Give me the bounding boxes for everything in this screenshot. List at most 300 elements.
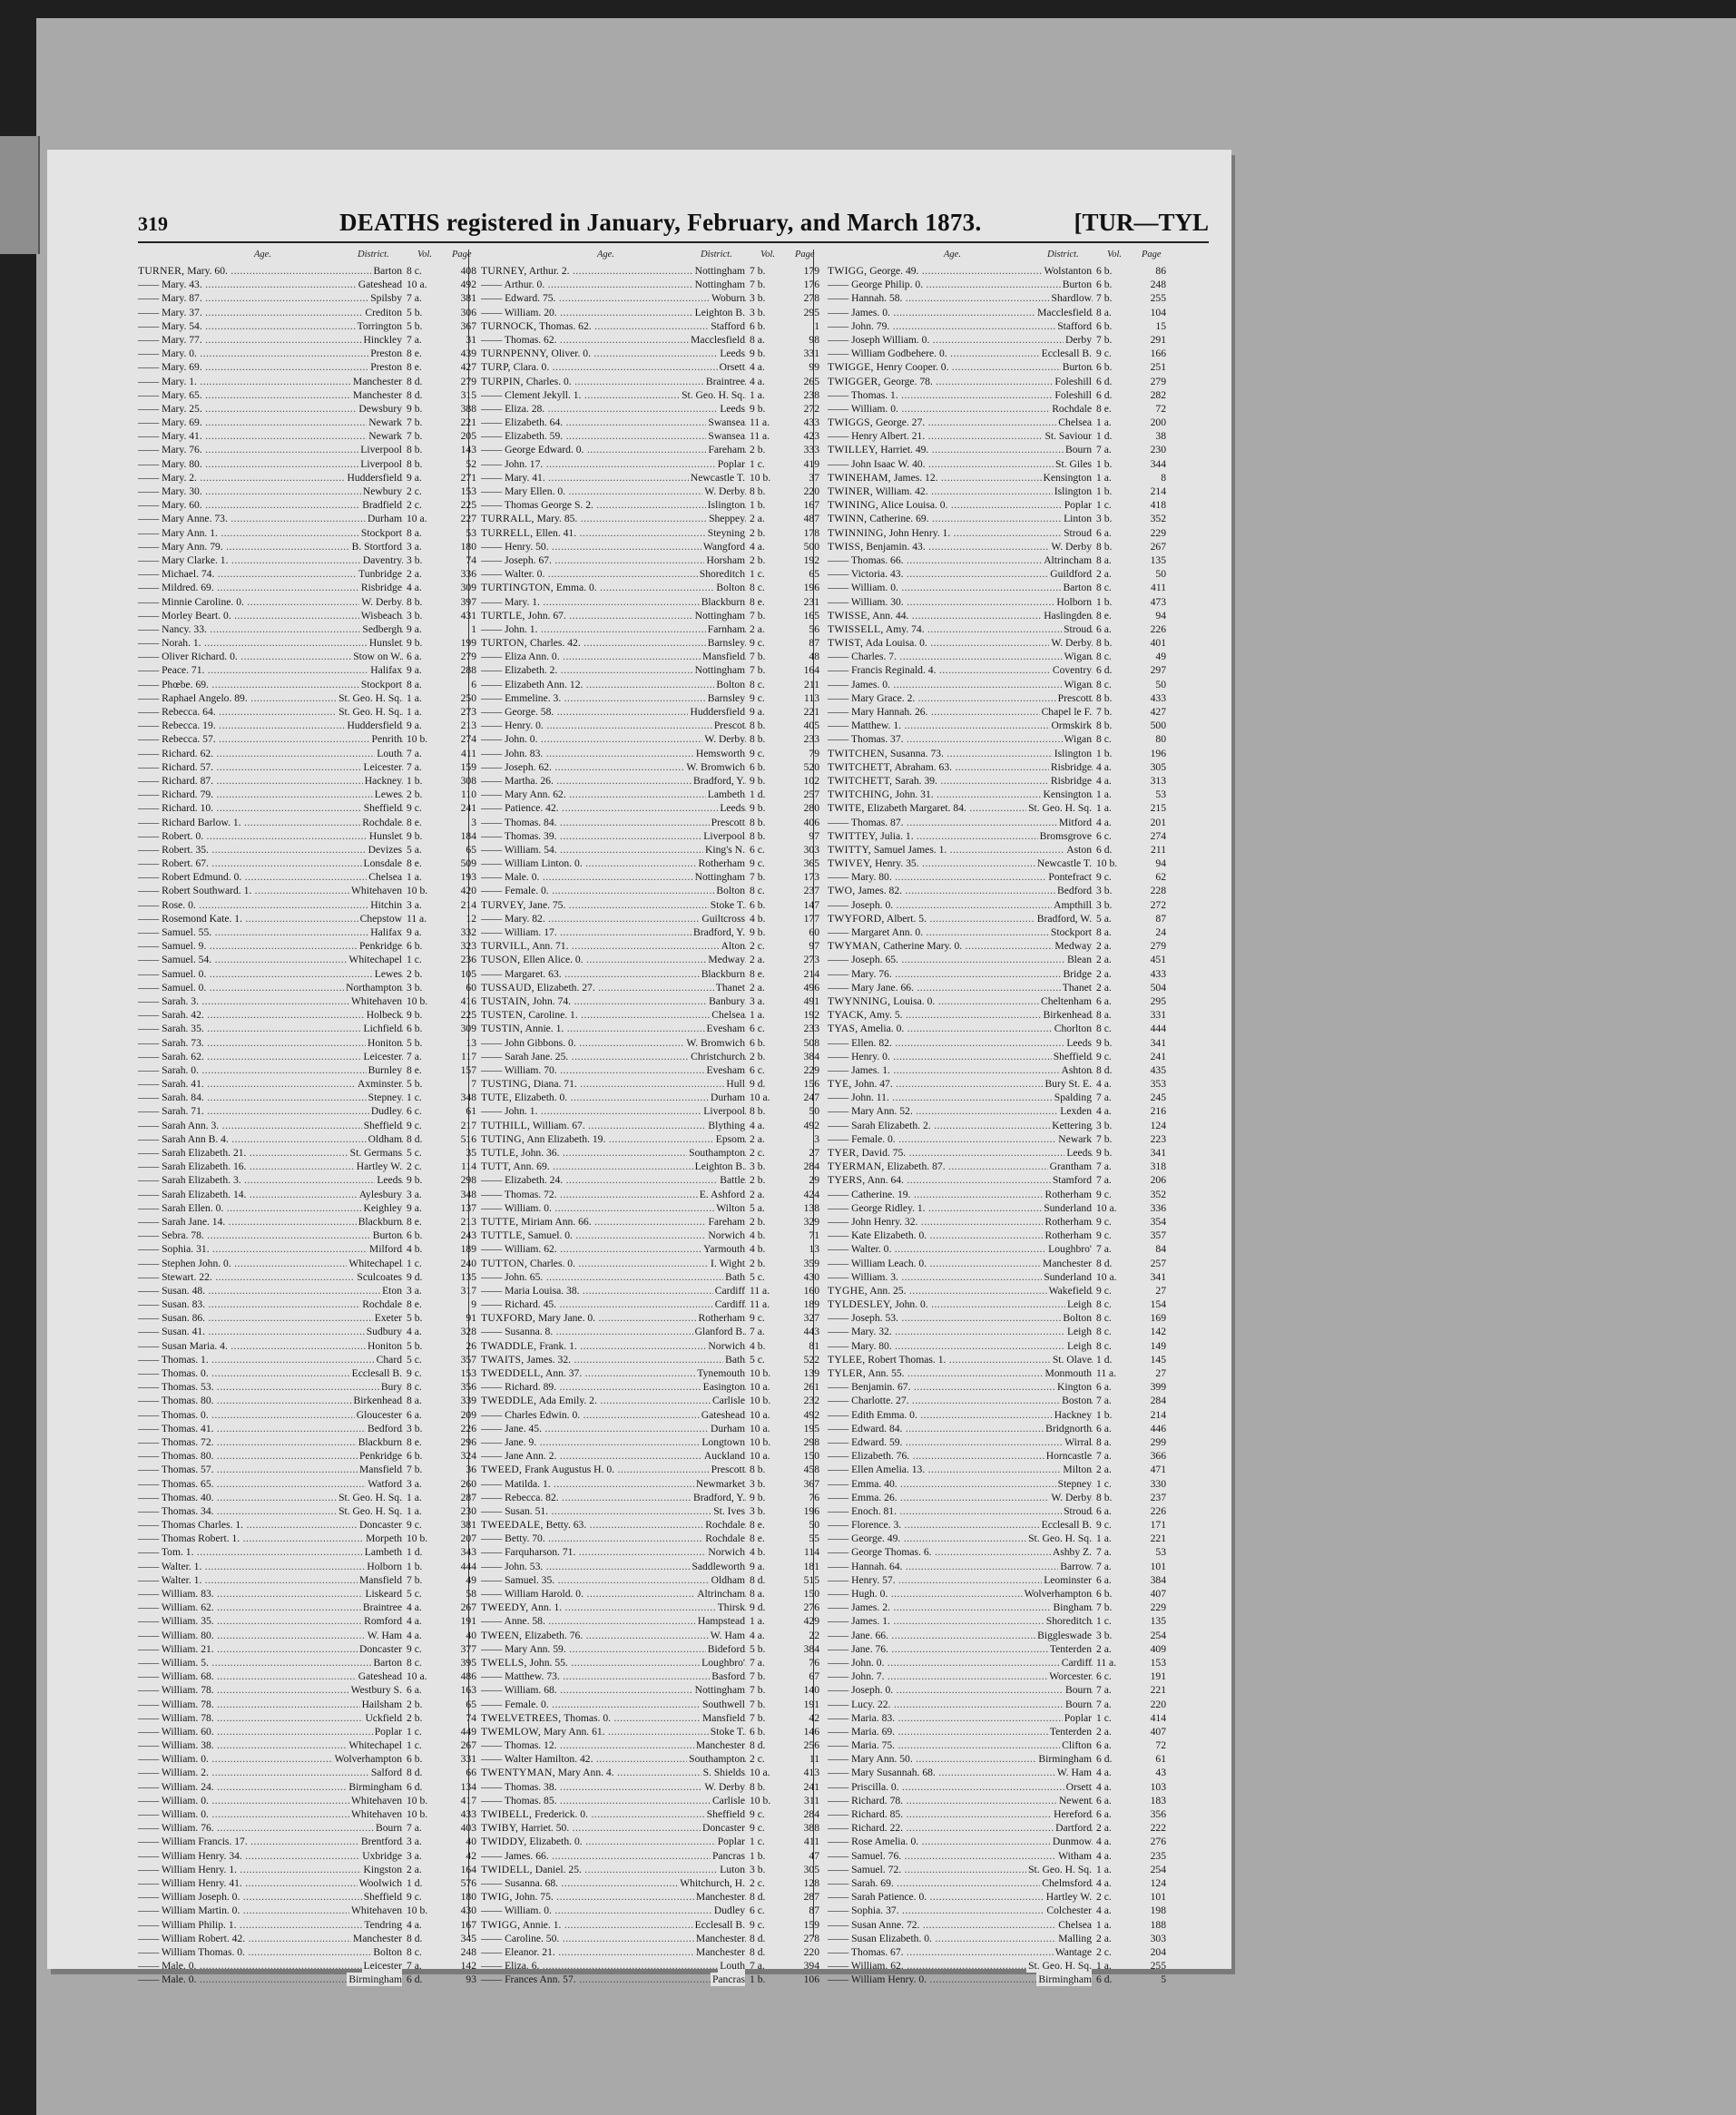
entry-page: 433 <box>460 1808 476 1820</box>
entry-name: —— Eliza Ann. 0. ..... <box>481 650 746 663</box>
entry-name: —— Matthew. 73. ..... <box>481 1669 746 1683</box>
entry-district: Leigh <box>1066 1339 1092 1352</box>
entry-name: —— Anne. 58. ..... <box>481 1614 746 1628</box>
entry-volume: 9 a. <box>750 706 765 718</box>
register-entry <box>481 678 821 691</box>
entry-page: 430 <box>460 1904 476 1917</box>
entry-district: Tenterden <box>1049 1642 1092 1655</box>
register-entry <box>828 1504 1168 1518</box>
register-entry <box>481 1188 821 1201</box>
entry-district: Newark <box>1058 1132 1092 1145</box>
entry-name: —— Mary Ann. 62. ..... <box>481 788 746 801</box>
entry-district: Islington <box>1054 747 1092 759</box>
entry-volume: 1 b. <box>1096 485 1113 497</box>
entry-name: TWITCHETT, Abraham. 63. ..... <box>828 760 1093 774</box>
entry-district: Risbridge <box>1050 774 1092 787</box>
entry-page: 247 <box>803 1092 819 1104</box>
entry-volume: 6 a. <box>1096 1504 1112 1517</box>
entry-volume: 2 c. <box>750 940 765 953</box>
entry-district: Rochdale <box>705 1519 745 1532</box>
entry-district: Birmingham <box>1038 1973 1092 1986</box>
register-entry <box>138 1173 478 1187</box>
register-entry <box>481 1270 821 1284</box>
entry-name: —— William. 0. ..... <box>481 1904 746 1917</box>
entry-district: Hemsworth <box>695 747 745 759</box>
entry-volume: 9 c. <box>407 1891 422 1904</box>
entry-name: —— Joseph. 53. ..... <box>828 1311 1093 1325</box>
entry-volume: 6 a. <box>1096 1808 1112 1820</box>
entry-volume: 7 b. <box>750 279 766 291</box>
entry-volume: 8 d. <box>750 1573 766 1586</box>
entry-district: Crediton <box>365 306 402 318</box>
register-entry <box>138 1835 478 1848</box>
entry-name: —— Walter. 1. ..... <box>138 1573 403 1587</box>
entry-page: 211 <box>1151 843 1166 856</box>
entry-volume: 1 a. <box>750 1615 765 1628</box>
entry-name: —— Mary. 1. ..... <box>138 375 403 388</box>
entry-page: 110 <box>461 788 476 801</box>
entry-volume: 8 c. <box>1096 1339 1112 1352</box>
entry-volume: 6 c. <box>1096 829 1112 842</box>
entry-name: —— John Henry. 32. ..... <box>828 1215 1093 1229</box>
entry-page: 49 <box>1155 651 1166 663</box>
register-entry <box>481 1532 821 1545</box>
entry-page: 433 <box>1150 967 1166 980</box>
register-entry <box>828 1491 1168 1504</box>
entry-district: Liverpool <box>703 1105 745 1118</box>
entry-district: Stockport <box>360 678 402 690</box>
entry-district: Leicester <box>363 1960 402 1973</box>
register-entry <box>828 388 1168 402</box>
entry-volume: 2 a. <box>750 981 765 994</box>
register-entry <box>138 816 478 829</box>
register-entry <box>828 1408 1168 1422</box>
entry-page: 50 <box>809 1105 819 1118</box>
entry-name: —— Mary. 2. ..... <box>138 471 403 485</box>
register-entry <box>138 801 478 815</box>
entry-name: —— Mary. 65. ..... <box>138 388 403 402</box>
entry-name: —— Ellen. 82. ..... <box>828 1036 1093 1050</box>
register-entry <box>828 1297 1168 1311</box>
register-entry <box>481 1560 821 1573</box>
register-entry <box>138 1959 478 1973</box>
entry-district: Sheffield <box>706 1808 745 1820</box>
entry-name: TYGHE, Ann. 25. ..... <box>828 1284 1093 1297</box>
entry-district: Braintree <box>362 1601 402 1614</box>
entry-volume: 1 c. <box>407 1739 422 1752</box>
entry-volume: 8 a. <box>407 678 422 690</box>
register-entry <box>828 1449 1168 1463</box>
entry-name: TWELLS, John. 55. ..... <box>481 1656 746 1669</box>
register-entry <box>138 870 478 884</box>
register-entry <box>138 857 478 870</box>
register-entry <box>138 264 478 278</box>
entry-district: Poplar <box>1064 1711 1092 1724</box>
register-entry <box>481 1339 821 1353</box>
entry-district: Cardiff <box>1061 1656 1092 1669</box>
entry-district: Sheffield <box>363 802 402 815</box>
entry-page: 367 <box>803 1477 819 1490</box>
register-entry <box>481 705 821 719</box>
entry-page: 102 <box>803 774 819 787</box>
entry-name: —— Susan Anne. 72. ..... <box>828 1918 1093 1932</box>
entry-name: —— Thomas. 84. ..... <box>481 816 746 829</box>
entry-volume: 7 b. <box>1096 1601 1113 1614</box>
register-entry <box>138 1201 478 1215</box>
entry-name: —— Mary. 43. ..... <box>138 278 403 291</box>
entry-volume: 1 c. <box>750 568 765 581</box>
entry-name: TWITE, Elizabeth Margaret. 84. ..... <box>828 801 1093 815</box>
entry-name: —— Raphael Angelo. 89. ..... <box>138 691 403 705</box>
entry-district: Durham <box>711 1422 745 1434</box>
entry-district: Kensington <box>1043 471 1092 484</box>
register-entry <box>481 1173 821 1187</box>
entry-district: Lexden <box>1060 1105 1092 1118</box>
entry-name: —— James. 0. ..... <box>828 678 1093 691</box>
entry-name: —— Thomas. 40. ..... <box>138 1491 403 1504</box>
register-entry <box>138 678 478 691</box>
register-entry <box>828 1394 1168 1407</box>
entry-district: Bradfield <box>362 499 402 512</box>
entry-district: Ormskirk <box>1051 720 1092 732</box>
entry-page: 257 <box>1150 1257 1166 1269</box>
entry-name: TUTT, Ann. 69. ..... <box>481 1160 746 1173</box>
register-entry <box>138 650 478 663</box>
entry-name: TWENTYMAN, Mary Ann. 4. ..... <box>481 1766 746 1779</box>
entry-district: Stroud <box>1064 526 1092 539</box>
entry-volume: 7 a. <box>1096 1560 1112 1572</box>
register-entry <box>138 1132 478 1146</box>
entry-volume: 7 a. <box>1096 444 1112 456</box>
entry-district: Epsom <box>715 1132 745 1145</box>
entry-volume: 9 c. <box>407 1119 422 1131</box>
entry-volume: 1 a. <box>1096 802 1112 815</box>
entry-volume: 9 b. <box>1096 1147 1113 1159</box>
entry-page: 282 <box>1150 388 1166 401</box>
entry-volume: 7 b. <box>407 430 423 443</box>
entry-district: Hackney <box>364 774 402 787</box>
register-entry <box>828 1229 1168 1242</box>
entry-district: E. Ashford <box>699 1188 745 1200</box>
entry-volume: 2 a. <box>750 513 765 525</box>
entry-page: 5 <box>1161 1973 1166 1986</box>
entry-page: 135 <box>1150 553 1166 566</box>
entry-volume: 9 c. <box>750 747 765 759</box>
entry-page: 394 <box>803 1960 819 1973</box>
entry-name: —— Mary. 25. ..... <box>138 402 403 416</box>
entry-volume: 9 c. <box>407 1367 422 1379</box>
entry-page: 167 <box>460 1918 476 1931</box>
entry-volume: 10 b. <box>750 471 771 484</box>
entry-district: Rochdale <box>362 816 402 828</box>
register-entry <box>138 1711 478 1725</box>
entry-district: Bury <box>380 1381 402 1394</box>
entry-district: Tunbridge <box>358 568 402 581</box>
register-entry <box>138 1091 478 1104</box>
register-entry <box>828 567 1168 581</box>
register-entry <box>138 747 478 760</box>
entry-page: 232 <box>803 1395 819 1407</box>
register-entry <box>138 1780 478 1794</box>
entry-district: Malling <box>1058 1932 1092 1944</box>
entry-district: Wigan <box>1064 733 1092 746</box>
entry-district: Penkridge <box>358 1450 402 1463</box>
entry-page: 205 <box>460 430 476 443</box>
entry-volume: 1 b. <box>750 1973 766 1986</box>
entry-page: 267 <box>1150 540 1166 553</box>
entry-page: 76 <box>809 1491 819 1503</box>
entry-page: 287 <box>460 1491 476 1503</box>
entry-page: 451 <box>1150 954 1166 966</box>
entry-district: Wisbeach <box>360 609 402 622</box>
entry-name: —— Richard. 87. ..... <box>138 774 403 788</box>
entry-name: —— Joseph. 0. ..... <box>828 898 1093 912</box>
register-entry <box>481 402 821 416</box>
entry-page: 236 <box>460 954 476 966</box>
entry-volume: 6 b. <box>750 760 766 773</box>
entry-district: I. Wight <box>711 1257 745 1269</box>
entry-volume: 9 a. <box>407 1201 422 1214</box>
entry-page: 492 <box>803 1408 819 1421</box>
entry-volume: 4 a. <box>1096 1078 1112 1091</box>
register-entry <box>138 1642 478 1656</box>
entry-volume: 8 c. <box>407 265 422 277</box>
entry-volume: 7 a. <box>1096 1450 1112 1463</box>
entry-volume: 8 b. <box>750 829 766 842</box>
entry-page: 279 <box>1150 375 1166 387</box>
entry-district: Steyning <box>707 526 745 539</box>
entry-volume: 2 b. <box>750 1174 766 1187</box>
age-header: Age. <box>597 250 614 259</box>
entry-district: Stow on W. <box>353 651 402 663</box>
register-entry <box>481 816 821 829</box>
volume-header: Vol. <box>760 250 776 259</box>
entry-name: —— Hannah. 58. ..... <box>828 291 1093 305</box>
entry-district: Barton <box>1063 582 1092 594</box>
entry-name: —— William Joseph. 0. ..... <box>138 1890 403 1904</box>
entry-page: 272 <box>1150 898 1166 911</box>
entry-district: Prescott <box>711 816 745 828</box>
entry-district: Bath <box>725 1270 745 1283</box>
entry-district: Birmingham <box>1038 1753 1092 1766</box>
entry-volume: 7 a. <box>407 747 422 759</box>
entry-name: —— John. 11. ..... <box>828 1091 1093 1104</box>
entry-district: Dudley <box>370 1105 402 1118</box>
register-entry <box>138 1614 478 1628</box>
entry-district: Saddleworth <box>691 1560 745 1572</box>
entry-page: 74 <box>466 553 476 566</box>
entry-name: —— Sophia. 37. ..... <box>828 1904 1093 1917</box>
register-entry <box>138 1932 478 1945</box>
entry-page: 240 <box>460 1257 476 1269</box>
entry-volume: 11 a. <box>750 1298 770 1311</box>
entry-page: 492 <box>460 279 476 291</box>
register-entry <box>828 1959 1168 1973</box>
entry-volume: 7 a. <box>1096 1546 1112 1559</box>
entry-district: St. Geo. H. Sq. <box>338 706 402 718</box>
entry-page: 278 <box>803 1932 819 1944</box>
entry-volume: 1 b. <box>750 499 766 512</box>
entry-page: 60 <box>466 981 476 994</box>
entry-page: 215 <box>1150 802 1166 815</box>
register-entry <box>828 622 1168 636</box>
entry-name: —— Susan. 48. ..... <box>138 1284 403 1297</box>
entry-volume: 8 c. <box>407 1381 422 1394</box>
entry-district: Boston <box>1062 1395 1092 1407</box>
register-entry <box>481 1353 821 1366</box>
entry-volume: 8 a. <box>407 1395 422 1407</box>
register-entry <box>138 1477 478 1491</box>
entry-volume: 7 b. <box>1096 333 1113 346</box>
entry-page: 11 <box>809 1753 819 1766</box>
entry-name: —— Mary Ann. 52. ..... <box>828 1104 1093 1118</box>
entry-volume: 10 b. <box>1096 857 1118 870</box>
entry-name: —— Sarah Ellen. 0. ..... <box>138 1201 403 1215</box>
entry-page: 65 <box>809 568 819 581</box>
entry-volume: 8 e. <box>407 348 422 360</box>
entry-page: 27 <box>809 1147 819 1159</box>
entry-volume: 2 b. <box>750 1257 766 1269</box>
entry-district: Medway <box>708 954 745 966</box>
register-entry <box>828 678 1168 691</box>
entry-district: Wilton <box>716 1201 745 1214</box>
entry-volume: 8 d. <box>750 1945 766 1958</box>
entry-name: —— John. 53. ..... <box>481 1560 746 1573</box>
entry-volume: 6 b. <box>1096 1588 1113 1600</box>
entry-volume: 8 b. <box>750 733 766 746</box>
register-entry <box>828 981 1168 994</box>
entry-district: Huddersfield <box>690 706 745 718</box>
entry-district: Newbury <box>362 485 402 497</box>
entry-volume: 1 a. <box>407 871 422 884</box>
entry-page: 417 <box>460 1794 476 1807</box>
entry-volume: 7 b. <box>1096 706 1113 718</box>
register-entry <box>481 1119 821 1132</box>
entry-district: Norwich <box>708 1546 745 1559</box>
entry-name: TUTE, Elizabeth. 0. ..... <box>481 1091 746 1104</box>
entry-district: Halifax <box>370 664 402 677</box>
entry-volume: 5 b. <box>407 1078 423 1091</box>
entry-volume: 2 b. <box>750 553 766 566</box>
entry-district: Whitechapel <box>348 1257 402 1269</box>
entry-name: —— Thomas. 53. ..... <box>138 1380 403 1394</box>
entry-district: Dudley <box>713 1904 745 1917</box>
entry-page: 206 <box>1150 1174 1166 1187</box>
entry-district: Leeds <box>720 402 745 415</box>
entry-page: 221 <box>1150 1532 1166 1545</box>
entry-page: 76 <box>809 1656 819 1669</box>
entry-name: —— Eliza. 6. ..... <box>481 1959 746 1973</box>
entry-district: Thirsk <box>717 1601 745 1614</box>
entry-name: —— Thomas. 38. ..... <box>481 1780 746 1794</box>
entry-page: 181 <box>803 1560 819 1572</box>
register-entry <box>481 1683 821 1697</box>
register-entry <box>138 1297 478 1311</box>
entry-district: Oldham <box>368 1132 402 1145</box>
register-entry <box>481 1435 821 1449</box>
register-entry <box>138 939 478 953</box>
entry-volume: 10 b. <box>407 1904 428 1917</box>
entry-district: Chelsea <box>711 1009 745 1022</box>
register-entry <box>138 1160 478 1173</box>
register-entry <box>138 663 478 677</box>
register-entry <box>138 912 478 925</box>
entry-district: St. Geo. H. Sq. <box>1028 1960 1092 1973</box>
entry-volume: 2 c. <box>1096 1891 1112 1904</box>
entry-name: —— Mary Grace. 2. ..... <box>828 691 1093 705</box>
register-entry <box>138 1022 478 1035</box>
entry-page: 22 <box>809 1629 819 1641</box>
entry-page: 504 <box>1150 981 1166 994</box>
register-entry <box>138 1863 478 1876</box>
entry-volume: 8 b. <box>750 1464 766 1476</box>
entry-volume: 3 b. <box>407 609 423 622</box>
register-entry <box>481 595 821 609</box>
entry-volume: 2 a. <box>1096 981 1112 994</box>
entry-name: —— Richard. 45. ..... <box>481 1297 746 1311</box>
entry-page: 189 <box>803 1298 819 1311</box>
entry-name: —— William. 0. ..... <box>138 1794 403 1807</box>
entry-page: 214 <box>1150 1408 1166 1421</box>
register-entry <box>828 1876 1168 1890</box>
entry-district: Milford <box>368 1243 402 1256</box>
district-header: District. <box>358 250 389 259</box>
entry-volume: 6 c. <box>750 1063 765 1076</box>
entry-page: 414 <box>1150 1711 1166 1724</box>
entry-volume: 5 b. <box>750 1642 766 1655</box>
entry-name: —— John. 1. ..... <box>481 622 746 636</box>
entry-volume: 5 b. <box>407 1339 423 1352</box>
entry-name: —— Mary Susannah. 68. ..... <box>828 1766 1093 1779</box>
entry-district: Rochdale <box>362 1298 402 1311</box>
entry-volume: 11 a. <box>1096 1656 1117 1669</box>
register-entry <box>828 1766 1168 1779</box>
entry-volume: 10 a. <box>750 1767 770 1779</box>
entry-name: —— Kate Elizabeth. 0. ..... <box>828 1229 1093 1242</box>
entry-volume: 8 d. <box>407 388 423 401</box>
entry-district: Spalding <box>1054 1092 1092 1104</box>
entry-page: 267 <box>460 1739 476 1752</box>
entry-volume: 9 b. <box>750 802 766 815</box>
entry-page: 420 <box>460 885 476 897</box>
entry-volume: 7 a. <box>750 1960 765 1973</box>
entry-district: Bingham <box>1053 1601 1092 1614</box>
entry-volume: 9 a. <box>407 471 422 484</box>
entry-volume: 6 b. <box>1096 361 1113 374</box>
register-entry <box>138 1973 478 1986</box>
register-entry <box>828 347 1168 360</box>
register-entry <box>481 540 821 553</box>
entry-volume: 5 c. <box>407 1353 422 1366</box>
entry-page: 153 <box>1150 1656 1166 1669</box>
entry-district: Sheffield <box>1053 1050 1092 1062</box>
entry-page: 53 <box>1155 788 1166 801</box>
register-entry <box>828 1656 1168 1669</box>
entry-district: Gloucester <box>356 1408 402 1421</box>
entry-volume: 2 c. <box>407 485 422 497</box>
register-entry <box>828 457 1168 471</box>
register-entry <box>828 1780 1168 1794</box>
entry-name: —— Thomas. 80. ..... <box>138 1394 403 1407</box>
entry-name: —— Maria. 69. ..... <box>828 1725 1093 1738</box>
register-entry <box>138 1518 478 1532</box>
register-entry <box>828 788 1168 801</box>
entry-district: Loughbro' <box>1048 1243 1092 1256</box>
entry-district: Birmingham <box>348 1973 402 1986</box>
entry-page: 500 <box>1150 720 1166 732</box>
entry-name: —— Male. 0. ..... <box>138 1973 403 1986</box>
entry-district: Stoke T. <box>710 898 745 911</box>
